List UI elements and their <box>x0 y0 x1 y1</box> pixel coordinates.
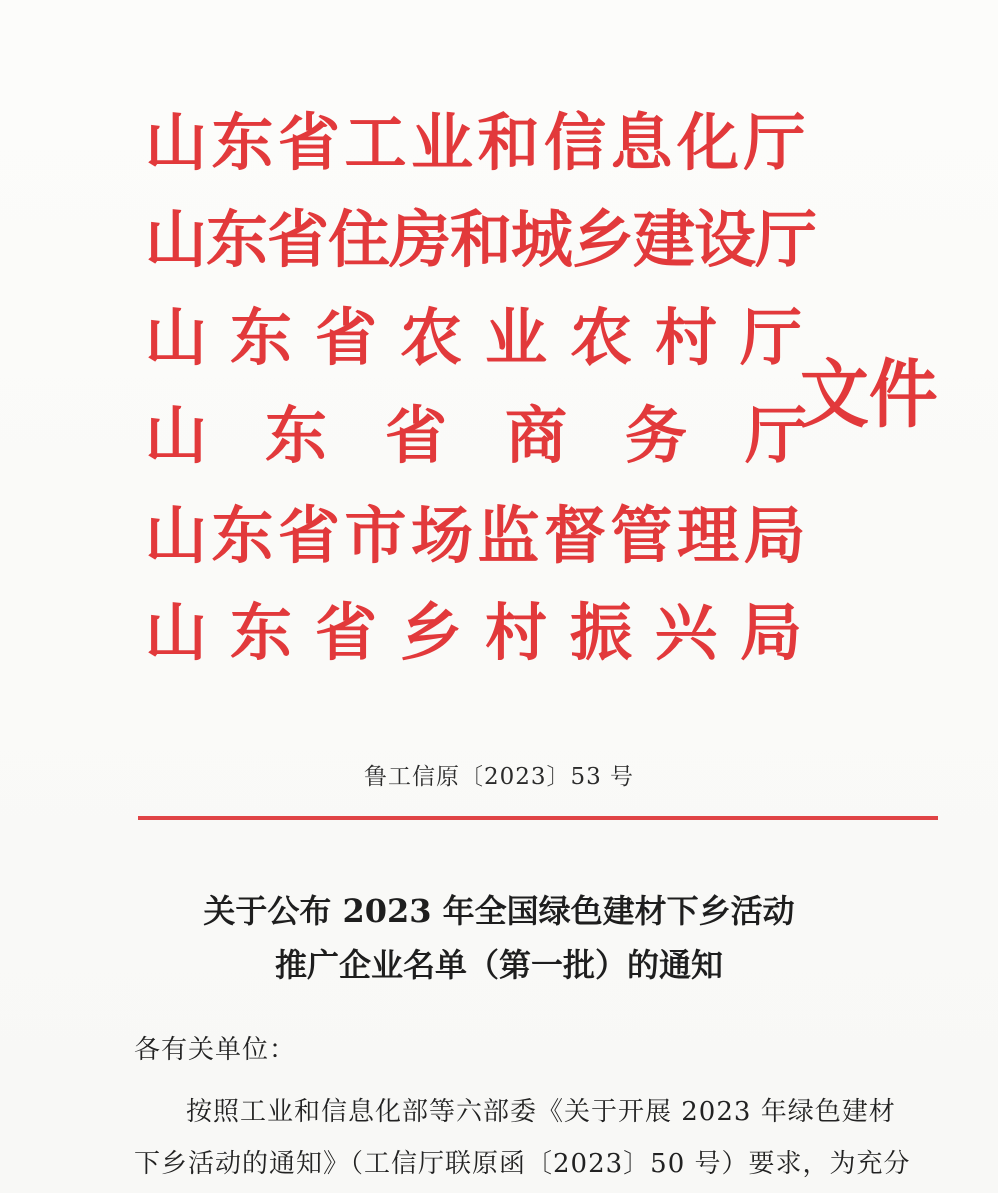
issuer-text: 山东省乡村振兴局 <box>145 596 826 669</box>
notice-title-line-1: 关于公布 2023 年全国绿色建材下乡活动 <box>203 892 795 930</box>
issuer-line-3 <box>145 298 826 378</box>
issuer-text: 山东省市场监督管理局 <box>145 499 811 572</box>
issuer-line-2 <box>145 200 817 280</box>
red-divider <box>138 816 938 820</box>
issuer-text: 山东省住房和城乡建设厅 <box>145 203 817 276</box>
issuer-text: 山东省农业农村厅 <box>145 301 826 374</box>
issuer-line-4 <box>145 396 866 476</box>
issuer-line-1 <box>145 103 811 183</box>
document-label: 文件 <box>800 352 938 438</box>
issuer-text: 山东省商务厅 <box>145 399 866 472</box>
notice-title-line-2: 推广企业名单（第一批）的通知 <box>274 946 723 984</box>
salutation: 各有关单位： <box>134 1035 297 1065</box>
body-paragraph-line-1: 按照工业和信息化部等六部委《关于开展 2023 年绿色建材 <box>186 1097 896 1127</box>
issuer-line-6 <box>145 593 826 673</box>
issuer-text: 山东省工业和信息化厅 <box>145 106 811 179</box>
issuer-line-5 <box>145 496 811 576</box>
body-paragraph-line-2: 下乡活动的通知》（工信厅联原函〔2023〕50 号）要求，为充分 <box>134 1149 911 1179</box>
document-number: 鲁工信原〔2023〕53 号 <box>363 764 635 790</box>
